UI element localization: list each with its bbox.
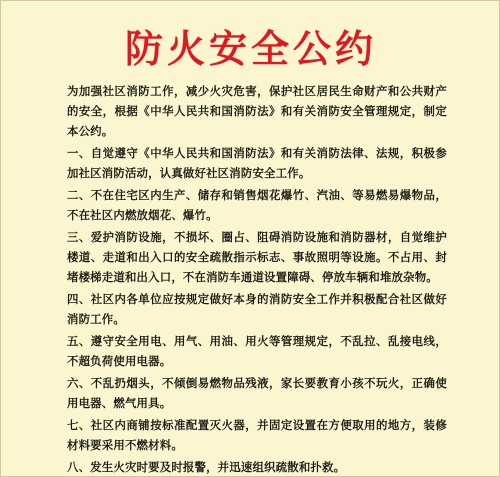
clause-2: 二、不在住宅区内生产、储存和销售烟花爆竹、汽油、等易燃易爆物品，不在社区内燃放烟花、爆竹。 <box>67 188 447 222</box>
poster-body <box>67 81 447 477</box>
clause-1: 一、自觉遵守《中华人民共和国消防法》和有关消防法律、法规，积极参加社区消防活动，认真做好社区消防安全工作。 <box>67 146 447 180</box>
clause-5: 五、遵守安全用电、用气、用油、用火等管理规定，不乱拉、乱接电线，不超负荷使用电器。 <box>67 334 447 368</box>
clause-8: 八、发生火灾时要及时报警，并迅速组织疏散和扑救。 <box>67 460 346 474</box>
clause-7: 七、社区内商铺按标准配置灭火器，并固定设置在方便取用的地方，装修材料要采用不燃材料。 <box>67 418 447 452</box>
poster-title: 防火安全公约 <box>124 27 377 71</box>
clause-3: 三、爱护消防设施，不损坏、圈占、阻碍消防设施和消防器材，自觉维护楼道、走道和出入口的安全疏散指示标志、事故照明等设施。不占用、封堵楼梯走道和出入口，不在消防车通道设置障碍、停放车辆和堆放杂物。 <box>67 230 447 284</box>
intro-paragraph: 为加强社区消防工作，减少火灾危害，保护社区居民生命财产和公共财产的安全，根据《中华人民共和国消防法》和有关消防安全管理规定，制定本公约。 <box>67 84 447 138</box>
clause-4: 四、社区内各单位应按规定做好本身的消防安全工作并积极配合社区做好消防工作。 <box>67 292 447 326</box>
clause-6: 六、不乱扔烟头，不倾倒易燃物品残液，家长要教育小孩不玩火，正确使用电器、燃气用具。 <box>67 376 447 410</box>
